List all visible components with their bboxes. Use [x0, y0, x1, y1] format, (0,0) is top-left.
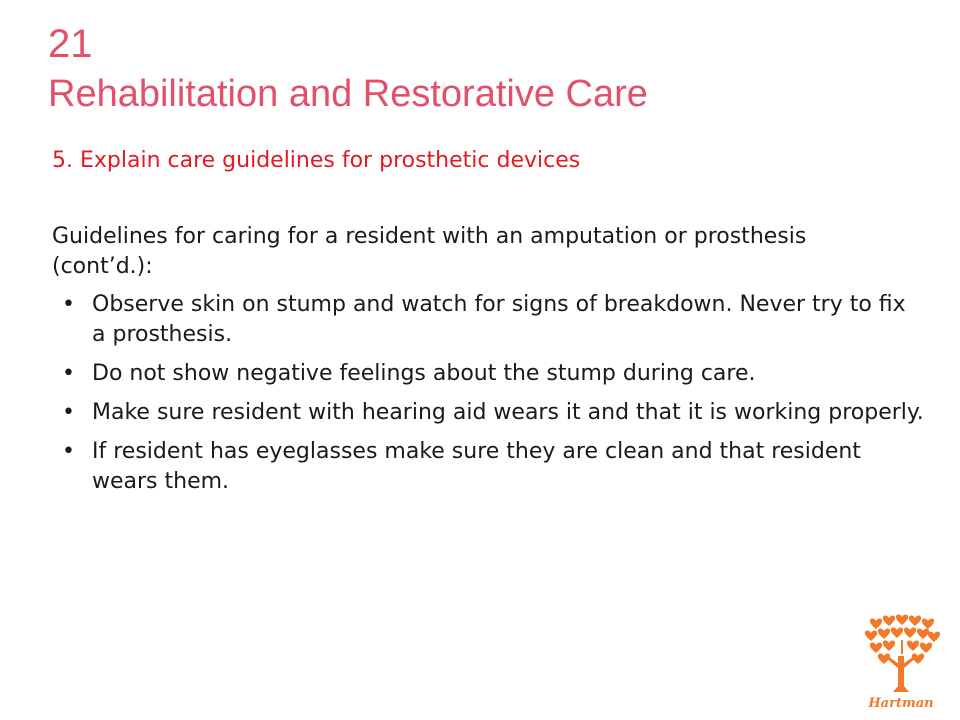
bullet-item — [56, 437, 926, 497]
chapter-number: 21 — [48, 22, 93, 66]
bullet-item — [56, 359, 926, 389]
bullet-text: Do not show negative feelings about the stump during care. — [92, 361, 756, 386]
heart-tree-icon — [865, 614, 940, 692]
hartman-logo — [862, 612, 940, 712]
logo-wordmark: Hartman — [868, 696, 934, 711]
bullet-marker: • — [62, 361, 75, 386]
intro-text: Guidelines for caring for a resident with an amputation or prosthesis (cont’d.): — [52, 224, 807, 279]
bullet-marker: • — [62, 400, 75, 425]
bullet-marker: • — [62, 439, 75, 464]
bullet-list — [56, 290, 926, 506]
bullet-marker: • — [62, 292, 75, 317]
learning-objective: 5. Explain care guidelines for prosthetic devices — [52, 148, 581, 173]
bullet-text: If resident has eyeglasses make sure they are clean and that resident wears them. — [92, 439, 861, 494]
chapter-title: Rehabilitation and Restorative Care — [48, 73, 648, 115]
bullet-text: Make sure resident with hearing aid wears it and that it is working properly. — [92, 400, 924, 425]
bullet-item — [56, 290, 926, 350]
bullet-item — [56, 398, 926, 428]
bullet-text: Observe skin on stump and watch for signs of breakdown. Never try to fix a prosthesis. — [92, 292, 906, 347]
